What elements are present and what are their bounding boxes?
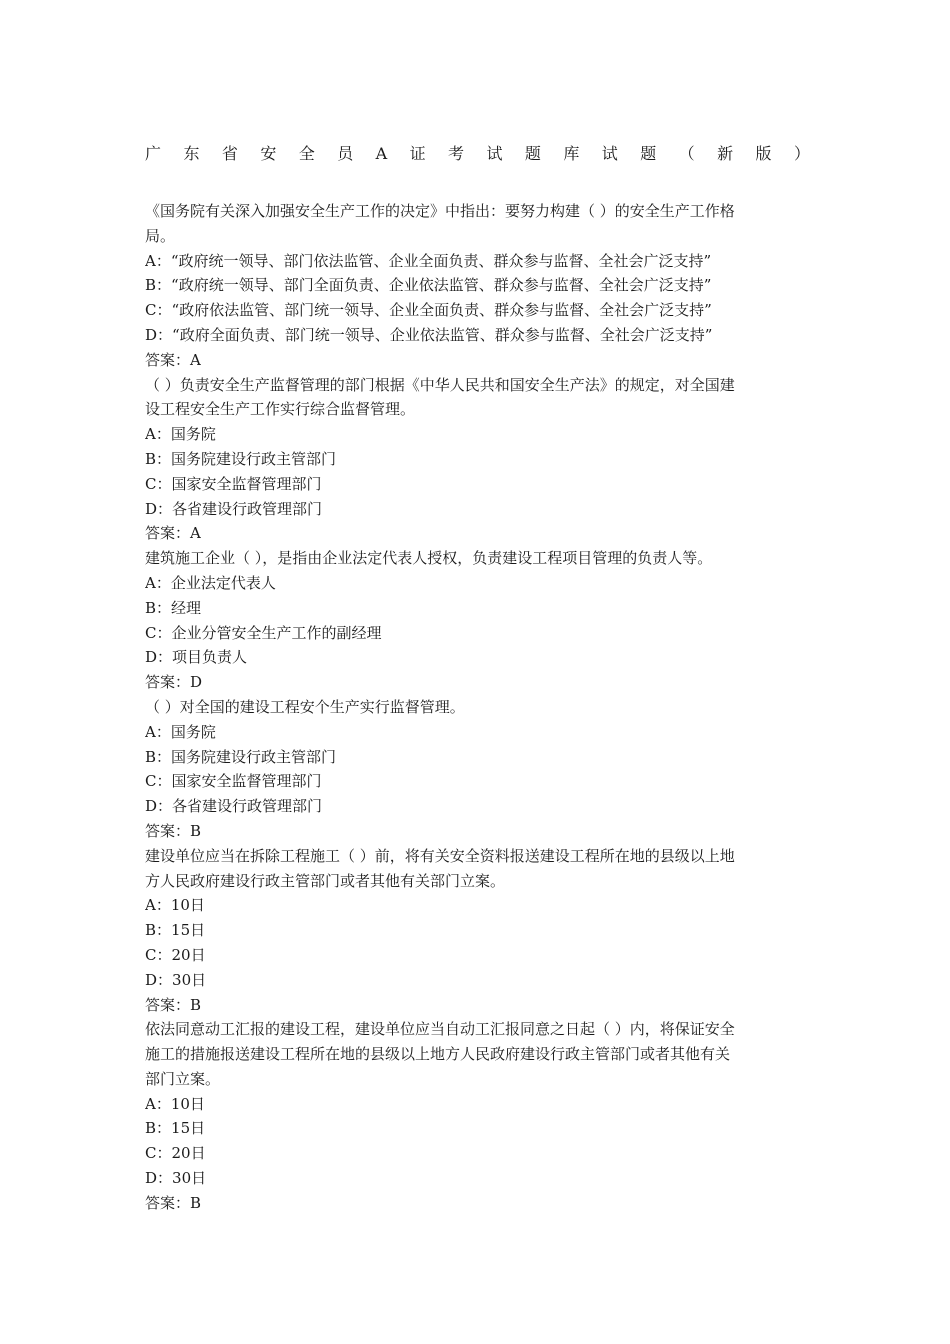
text-line: 答案：B [145,995,202,1014]
text-line: 方人民政府建设行政主管部门或者其他有关部门立案。 [145,871,506,890]
text-line: 答案：A [145,524,201,543]
text-line: D：项目负责人 [145,648,248,667]
title-char: 省 [221,144,238,163]
text-line: A：国务院 [145,425,216,444]
text-line: D：各省建设行政管理部门 [145,797,323,816]
text-line: 答案：B [145,1193,202,1212]
text-line: B：经理 [145,598,202,617]
text-line: （ ）对全国的建设工程安个生产实行监督管理。 [145,697,465,716]
text-line: 施工的措施报送建设工程所在地的县级以上地方人民政府建设行政主管部门或者其他有关 [145,1045,731,1064]
text-line: D：“政府全面负责、部门统一领导、企业依法监管、群众参与监督、全社会广泛支持” [145,325,713,344]
text-line: 答案：B [145,821,202,840]
text-line: A：“政府统一领导、部门依法监管、企业全面负责、群众参与监督、全社会广泛支持” [145,251,712,270]
text-line: 《国务院有关深入加强安全生产工作的决定》中指出：要努力构建（ ）的安全生产工作格 [145,202,735,220]
title-char: （ [678,144,695,163]
text-line: 设工程安全生产工作实行综合监督管理。 [145,400,416,419]
text-line: C：企业分管安全生产工作的副经理 [145,623,382,642]
text-line: （ ）负责安全生产监督管理的部门根据《中华人民共和国安全生产法》的规定，对全国建 [145,375,735,394]
text-line: A：10日 [145,896,205,915]
text-line: B：国务院建设行政主管部门 [145,449,337,468]
title-char: 员 [337,144,354,163]
text-line: 依法同意动工汇报的建设工程，建设单位应当自动工汇报同意之日起（ ）内，将保证安全 [145,1020,735,1039]
text-line: C：“政府依法监管、部门统一领导、企业全面负责、群众参与监督、全社会广泛支持” [145,301,712,320]
text-line: D：30日 [145,970,207,989]
text-line: C：国家安全监督管理部门 [145,772,322,791]
text-line: B：“政府统一领导、部门全面负责、企业依法监管、群众参与监督、全社会广泛支持” [145,276,712,295]
text-line: B：15日 [145,1119,206,1138]
title-char: 题 [640,144,657,163]
text-line: 建设单位应当在拆除工程施工（ ）前，将有关安全资料报送建设工程所在地的县级以上地 [145,846,735,865]
text-line: A：企业法定代表人 [145,573,276,592]
text-line: A：国务院 [145,722,216,741]
text-line: 答案：D [145,673,203,692]
title-char: 库 [563,144,580,163]
text-line: C：国家安全监督管理部门 [145,474,322,493]
title-char: 广 [145,144,162,163]
title-char: 试 [486,144,503,163]
text-line: 局。 [145,226,176,245]
text-line: B：15日 [145,921,206,940]
title-char: 版 [755,144,772,163]
title-char: ） [793,144,810,163]
document-body [145,199,810,1216]
title-char: 东 [183,144,200,163]
title-char: 安 [260,144,277,163]
text-line: C：20日 [145,945,206,964]
text-line: 部门立案。 [145,1069,221,1088]
text-line: C：20日 [145,1144,206,1163]
title-char: 试 [601,144,618,163]
text-line: 建筑施工企业（ ），是指由企业法定代表人授权，负责建设工程项目管理的负责人等。 [145,549,713,568]
title-char: 题 [524,144,541,163]
text-line: D：各省建设行政管理部门 [145,499,323,518]
title-char: 新 [717,144,734,163]
text-line: B：国务院建设行政主管部门 [145,747,337,766]
title-char: 考 [448,144,465,163]
title-char: 全 [298,144,315,163]
text-line: 答案：A [145,350,201,369]
text-line: D：30日 [145,1169,207,1188]
document-title [145,143,810,165]
title-char: A [375,144,388,163]
text-line: A：10日 [145,1094,205,1113]
title-char: 证 [409,144,426,163]
